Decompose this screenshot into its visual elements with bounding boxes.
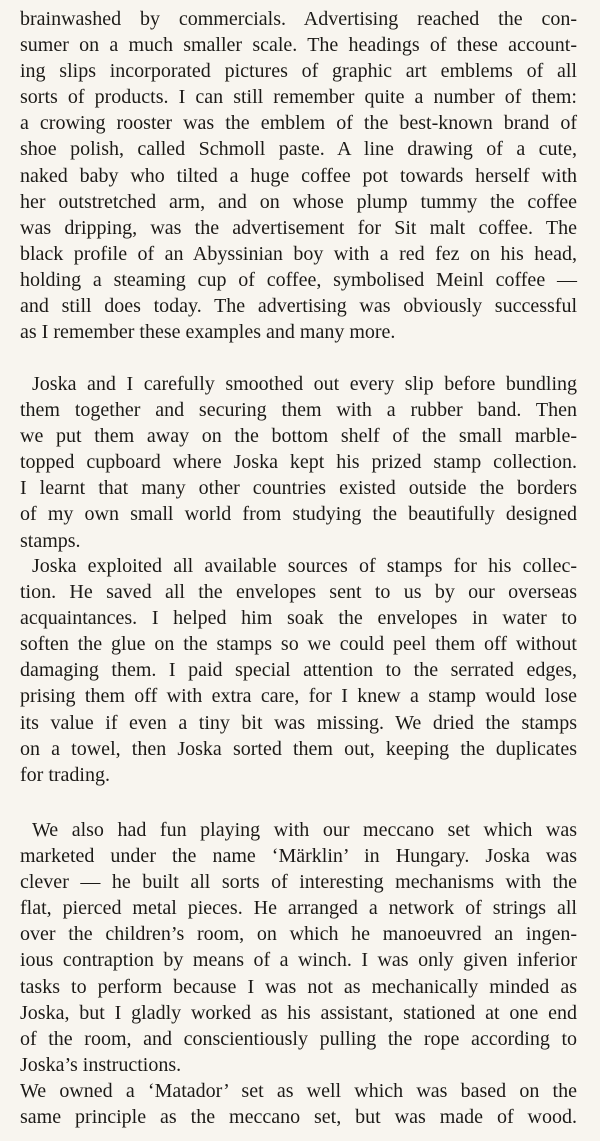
text-line: her outstretched arm, and on whose plump tummy the coffee — [20, 190, 577, 213]
text-line: damaging them. I paid special attention to the serrated edges, — [20, 659, 577, 682]
text-line: brainwashed by commercials. Advertising reached the con- — [20, 8, 577, 30]
text-line: on a towel, then Joska sorted them out, keeping the duplicates — [20, 737, 577, 760]
text-line: prising them off with extra care, for I knew a stamp would lose — [20, 685, 577, 708]
paragraph-advertising — [20, 6, 577, 345]
text-line: of the room, and conscientiously pulling the rope according to — [20, 1027, 577, 1050]
text-line: ing slips incorporated pictures of graphic art emblems of all — [20, 60, 577, 83]
text-line: Joska and I carefully smoothed out every slip before bundling — [32, 373, 577, 395]
text-line: marketed under the name ‘Märklin’ in Hungary. Joska was — [20, 845, 577, 868]
text-line: We owned a ‘Matador’ set as well which was based on the — [20, 1080, 577, 1102]
text-line: sorts of products. I can still remember quite a number of them: — [20, 86, 577, 109]
text-line: topped cupboard where Joska kept his prized stamp collection. — [20, 451, 577, 474]
text-line: was dripping, was the advertisement for Sit malt coffee. The — [20, 216, 577, 239]
text-line: tasks to perform because I was not as mechanically minded as — [20, 975, 577, 998]
text-line: a crowing rooster was the emblem of the best-known brand of — [20, 112, 577, 135]
text-line: as I remember these examples and many more. — [20, 321, 396, 344]
text-line: naked baby who tilted a huge coffee pot towards herself with — [20, 164, 577, 187]
text-line: Joska, but I gladly worked as his assistant, stationed at one end — [20, 1001, 577, 1024]
text-line: soften the glue on the stamps so we could peel them off without — [20, 633, 577, 656]
text-line: we put them away on the bottom shelf of the small marble- — [20, 425, 577, 448]
text-line: same principle as the meccano set, but was made of wood. — [20, 1106, 577, 1129]
text-line: shoe polish, called Schmoll paste. A line drawing of a cute, — [20, 138, 577, 161]
text-line: acquaintances. I helped him soak the envelopes in water to — [20, 607, 577, 630]
text-line: over the children’s room, on which he manoeuvred an ingen- — [20, 923, 577, 946]
text-line: them together and securing them with a rubber band. Then — [20, 399, 577, 422]
text-line: We also had fun playing with our meccano set which was — [32, 819, 577, 841]
text-line: for trading. — [20, 763, 110, 786]
paragraph-stamp-collection — [20, 371, 577, 554]
text-line: of my own small world from studying the beautifully designed — [20, 503, 577, 526]
text-line: Joska exploited all available sources of stamps for his collec- — [32, 555, 577, 577]
text-line: holding a steaming cup of coffee, symbolised Meinl coffee — — [20, 268, 577, 291]
text-line: tion. He saved all the envelopes sent to us by our overseas — [20, 581, 577, 604]
text-line: clever — he built all sorts of interesting mechanisms with the — [20, 871, 577, 894]
paragraph-matador — [20, 1078, 577, 1130]
text-line: sumer on a much smaller scale. The headings of these account- — [20, 34, 577, 57]
text-line: black profile of an Abyssinian boy with a red fez on his head, — [20, 242, 577, 265]
text-line: its value if even a tiny bit was missing. We dried the stamps — [20, 711, 577, 734]
text-line: flat, pierced metal pieces. He arranged a network of strings all — [20, 897, 577, 920]
text-line: stamps. — [20, 529, 81, 552]
text-line: I learnt that many other countries existed outside the borders — [20, 477, 577, 500]
text-line: Joska’s instructions. — [20, 1053, 182, 1076]
text-line: and still does today. The advertising was obviously successful — [20, 295, 577, 318]
paragraph-meccano — [20, 817, 577, 1078]
paragraph-stamp-sources — [20, 553, 577, 788]
text-line: ious contraption by means of a winch. I was only given inferior — [20, 949, 577, 972]
